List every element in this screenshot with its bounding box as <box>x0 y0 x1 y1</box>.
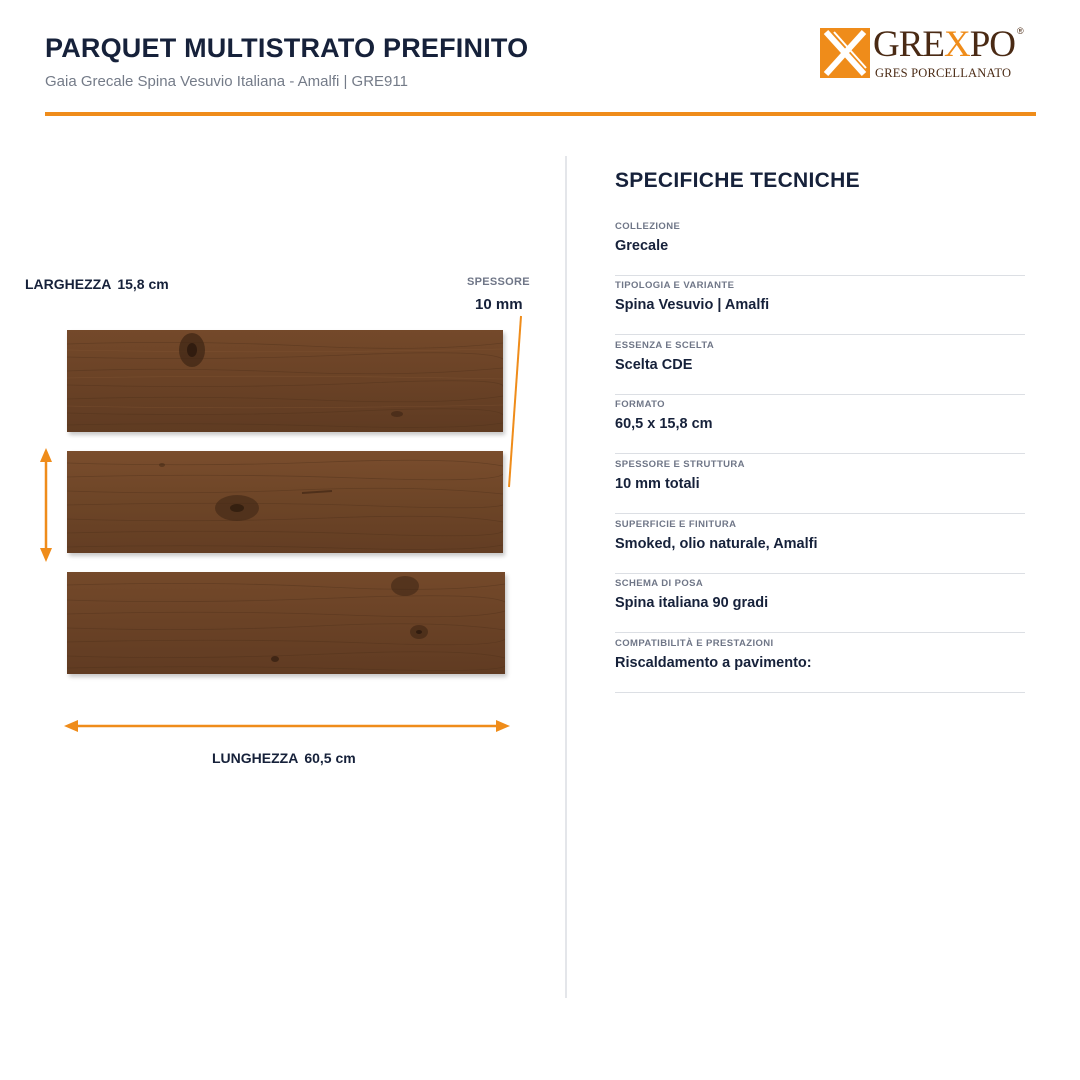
spec-label: SCHEMA DI POSA <box>615 578 704 589</box>
spec-label: COMPATIBILITÀ E PRESTAZIONI <box>615 638 774 649</box>
spec-row-essenza <box>615 336 1025 395</box>
spec-value: Spina Vesuvio | Amalfi <box>615 297 770 313</box>
length-arrow-left-icon <box>64 720 78 732</box>
spec-value: Grecale <box>615 238 669 254</box>
specs-title: SPECIFICHE TECNICHE <box>615 169 860 192</box>
logo-wordmark: GREXPO <box>873 24 1016 65</box>
spec-row-formato <box>615 395 1025 454</box>
spec-row-spessore <box>615 455 1025 514</box>
spec-label: TIPOLOGIA E VARIANTE <box>615 280 735 291</box>
column-divider <box>565 156 567 998</box>
spec-row-schema <box>615 574 1025 633</box>
spec-row-collezione <box>615 217 1025 276</box>
spec-label: SUPERFICIE E FINITURA <box>615 519 737 530</box>
grexpo-logo <box>820 26 1028 82</box>
length-value: 60,5 cm <box>304 750 356 766</box>
spec-row-tipologia <box>615 276 1025 335</box>
page-title: PARQUET MULTISTRATO PREFINITO <box>45 33 529 63</box>
spec-label: COLLEZIONE <box>615 221 681 232</box>
length-label: LUNGHEZZA <box>212 750 299 766</box>
spec-label: FORMATO <box>615 399 665 410</box>
logo-x-mark-icon <box>820 28 870 78</box>
page-subtitle: Gaia Grecale Spina Vesuvio Italiana - Amalfi | GRE911 <box>45 73 408 90</box>
spec-label: SPESSORE E STRUTTURA <box>615 459 745 470</box>
logo-registered-mark: ® <box>1017 26 1024 36</box>
spec-row-superficie <box>615 515 1025 574</box>
width-arrow-down-icon <box>40 548 52 562</box>
length-arrow-right-icon <box>496 720 510 732</box>
spec-value: Smoked, olio naturale, Amalfi <box>615 536 818 552</box>
width-arrow-up-icon <box>40 448 52 462</box>
length-dimension <box>212 750 356 766</box>
spec-label: ESSENZA E SCELTA <box>615 340 715 351</box>
spec-row-compatibilita <box>615 634 1025 693</box>
spec-value: Spina italiana 90 gradi <box>615 595 769 611</box>
dimension-arrows <box>0 0 560 800</box>
spec-value: Scelta CDE <box>615 357 693 373</box>
spec-value: 60,5 x 15,8 cm <box>615 416 713 432</box>
thickness-pointer-line <box>509 316 521 487</box>
spec-value: 10 mm totali <box>615 476 700 492</box>
spec-value: Riscaldamento a pavimento: <box>615 655 812 671</box>
width-label: LARGHEZZA <box>25 276 112 292</box>
width-value: 15,8 cm <box>117 276 169 292</box>
logo-tagline: GRES PORCELLANATO <box>875 66 1012 80</box>
thickness-value: 10 mm <box>475 296 523 313</box>
thickness-label: SPESSORE <box>467 276 530 288</box>
